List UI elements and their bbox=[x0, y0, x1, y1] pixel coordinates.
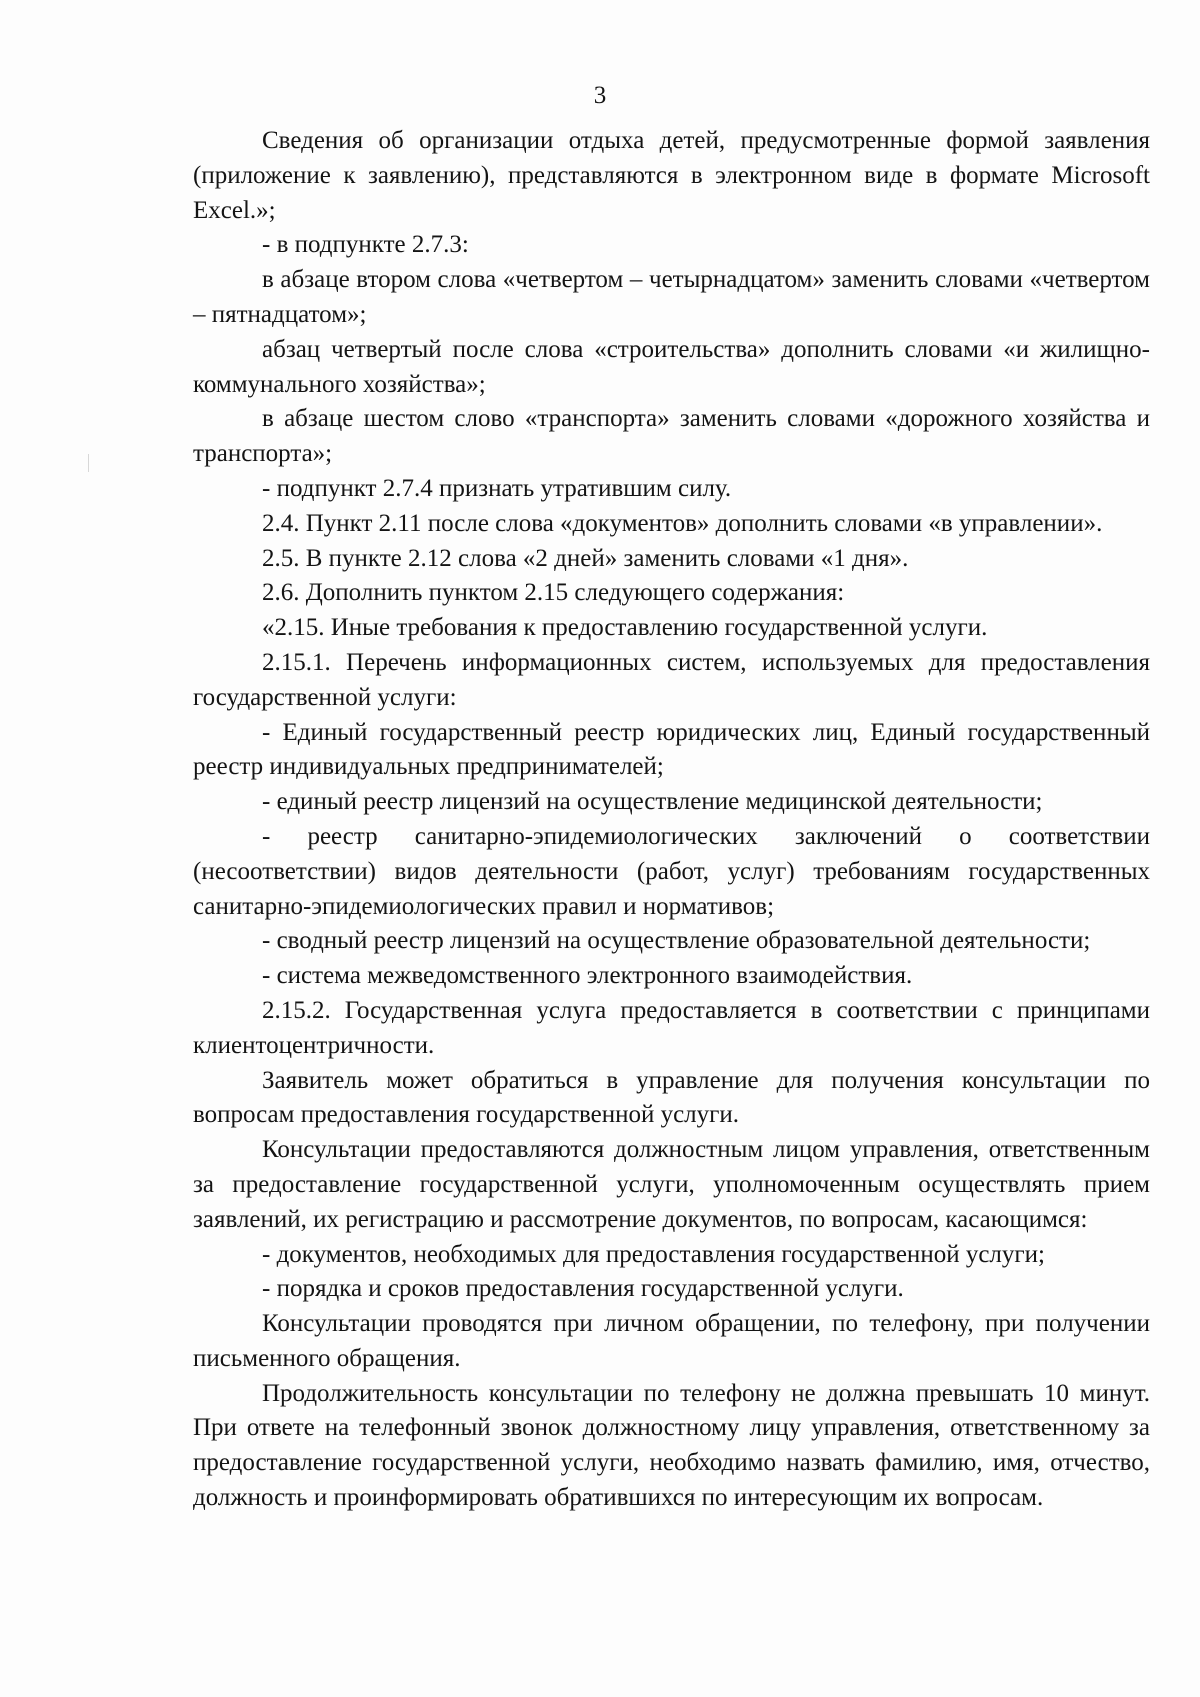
document-body bbox=[193, 124, 1150, 1516]
paragraph: - сводный реестр лицензий на осуществление образовательной деятельности; bbox=[262, 927, 1091, 955]
paragraph: 2.5. В пункте 2.12 слова «2 дней» заменить словами «1 дня». bbox=[262, 544, 909, 572]
page-number: 3 bbox=[593, 82, 607, 109]
paragraph: - единый реестр лицензий на осуществление медицинской деятельности; bbox=[262, 788, 1043, 816]
paragraph: 2.15.2. Государственная услуга предоставляется в соответствии с принципами клиентоцентричности. bbox=[193, 996, 1150, 1059]
paragraph: 2.15.1. Перечень информационных систем, используемых для предоставления государственной услуги: bbox=[193, 648, 1150, 711]
margin-mark bbox=[88, 454, 89, 472]
paragraph: Консультации проводятся при личном обращении, по телефону, при получении письменного обращения. bbox=[193, 1310, 1150, 1372]
paragraph: 2.6. Дополнить пунктом 2.15 следующего содержания: bbox=[262, 579, 845, 607]
paragraph: Продолжительность консультации по телефону не должна превышать 10 минут. При ответе на телефонный звонок должностному лицу управления, ответственному за предоставление государственной услуги, необходимо назвать фамилию, имя, отчество, должность и проинформировать обратившихся по интересующим их вопросам. bbox=[193, 1379, 1150, 1512]
paragraph: «2.15. Иные требования к предоставлению государственной услуги. bbox=[262, 614, 988, 642]
paragraph: Консультации предоставляются должностным лицом управления, ответственным за предоставление государственной услуги, уполномоченным осуществлять прием заявлений, их регистрацию и рассмотрение документов, по вопросам, касающимся: bbox=[193, 1136, 1150, 1233]
paragraph: - порядка и сроков предоставления государственной услуги. bbox=[262, 1275, 904, 1303]
paragraph: - в подпункте 2.7.3: bbox=[262, 231, 469, 259]
paragraph: абзац четвертый после слова «строительства» дополнить словами «и жилищно-коммунального хозяйства»; bbox=[193, 335, 1150, 398]
paragraph: - документов, необходимых для предоставления государственной услуги; bbox=[262, 1240, 1045, 1268]
paragraph: - Единый государственный реестр юридических лиц, Единый государственный реестр индивидуальных предпринимателей; bbox=[193, 718, 1150, 781]
paragraph: - подпункт 2.7.4 признать утратившим силу. bbox=[262, 474, 732, 502]
paragraph: - система межведомственного электронного взаимодействия. bbox=[262, 962, 913, 990]
paragraph: в абзаце шестом слово «транспорта» заменить словами «дорожного хозяйства и транспорта»; bbox=[193, 405, 1150, 468]
paragraph: в абзаце втором слова «четвертом – четырнадцатом» заменить словами «четвертом – пятнадцатом»; bbox=[193, 266, 1150, 328]
paragraph: 2.4. Пункт 2.11 после слова «документов» дополнить словами «в управлении». bbox=[262, 509, 1103, 537]
paragraph: Заявитель может обратиться в управление для получения консультации по вопросам предоставления государственной услуги. bbox=[193, 1066, 1150, 1129]
paragraph: Сведения об организации отдыха детей, предусмотренные формой заявления (приложение к заявлению), представляются в электронном виде в формате Microsoft Excel.»; bbox=[193, 127, 1150, 224]
paragraph: - реестр санитарно-эпидемиологических заключений о соответствии (несоответствии) видов деятельности (работ, услуг) требованиям государственных санитарно-эпидемиологических правил и нормативов; bbox=[193, 822, 1150, 920]
